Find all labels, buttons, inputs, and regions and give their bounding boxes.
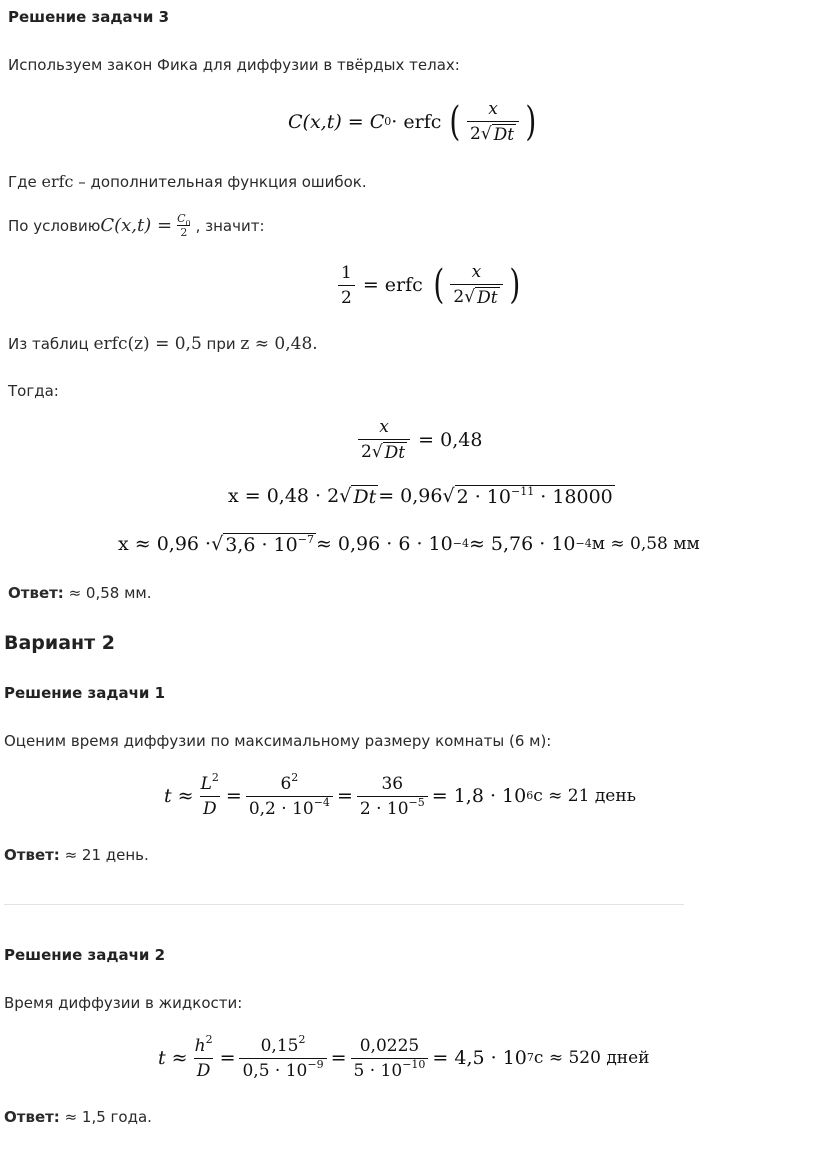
half-erfc: = erfc <box>362 274 423 296</box>
room-t: t ≈ <box>164 785 194 807</box>
where-fn: erfc <box>41 172 74 191</box>
room-frac2: $\frac{6^2}{0,2 \cdot 10^{-4}}$ <box>246 774 333 819</box>
intro-fick: Используем закон Фика для диффузии в твёрдых телах: <box>8 56 460 74</box>
table-pre: Из таблиц <box>8 335 94 353</box>
where-post: – дополнительная функция ошибок. <box>73 173 367 191</box>
table-text <box>8 334 318 354</box>
answer-task3 <box>8 584 151 602</box>
table-math: erfc(z) = 0,5 <box>93 334 202 354</box>
den-coef: 2 <box>470 124 481 144</box>
equation-liquid: t ≈ $\frac{h^2}{D}$ = $\frac{0,15^2}{0,5 \cdot 10^{-9}}$ = $\frac{0,0225}{5 \cdot 10^{-10}}$ = 4,5 · 10 7 с ≈ 520 дней <box>158 1032 650 1081</box>
answer-task1 <box>4 846 149 864</box>
equation-fick: C(x,t) = C 0 · erfc ( x 2 √ Dt ) <box>288 99 537 145</box>
intro-room: Оценим время диффузии по максимальному размеру комнаты (6 м): <box>4 732 552 750</box>
room-eq1: = <box>225 785 242 807</box>
liquid-rhs: = 4,5 · 10 <box>432 1047 527 1069</box>
inner-den: 2 √ Dt <box>450 284 502 308</box>
answer-task2 <box>4 1108 152 1126</box>
divider <box>4 904 684 905</box>
condition-text <box>8 212 265 239</box>
section-title-task1: Решение задачи 1 <box>4 684 166 702</box>
right-paren: ) <box>508 262 520 308</box>
section-title-task2: Решение задачи 2 <box>4 946 166 964</box>
table-mid: при <box>201 335 241 353</box>
liquid-frac1: $\frac{h^2}{D}$ <box>194 1032 213 1081</box>
table-math2: z ≈ 0,48. <box>240 334 318 354</box>
radicand: Dt <box>493 125 515 145</box>
answer-value: ≈ 0,58 мм. <box>63 584 152 602</box>
room-frac3: $\frac{36}{2 \cdot 10^{-5}}$ <box>357 774 428 819</box>
cond-fraction <box>174 212 194 239</box>
fraction <box>467 99 519 145</box>
cond-post: , значит: <box>195 216 265 235</box>
sqrt: √ Dt <box>480 124 515 145</box>
half-inner-fraction <box>450 262 502 308</box>
equation-room: t ≈ $\frac{L^2}{D}$ = $\frac{6^2}{0,2 \cdot 10^{-4}}$ = $\frac{36}{2 \cdot 10^{-5}}$ = 1,8 · 10 6 с ≈ 21 день <box>164 770 636 819</box>
x2-sqrt: √ $3,6 \cdot 10^{-7}$ <box>211 532 314 556</box>
answer-label: Ответ: <box>4 846 60 864</box>
x1-sqrt1: √ Dt <box>339 484 377 508</box>
answer-value: ≈ 1,5 года. <box>59 1108 152 1126</box>
left-paren: ( <box>433 262 445 308</box>
room-rhs-post: с ≈ 21 день <box>533 786 636 806</box>
x1-sqrt2: √ $2 \cdot 10^{-11} \cdot 18000$ <box>442 484 613 508</box>
half-den: 2 <box>338 285 355 308</box>
where-pre: Где <box>8 173 42 191</box>
cond-frac-den: 2 <box>177 225 190 239</box>
equation-half <box>334 258 522 312</box>
ratio-den: 2 √ Dt <box>358 439 410 463</box>
liquid-eq2: = <box>330 1047 347 1069</box>
liquid-eq1: = <box>219 1047 236 1069</box>
fraction-numerator: x <box>488 99 498 119</box>
then-text: Тогда: <box>8 382 59 400</box>
ratio-rhs: = 0,48 <box>418 429 483 451</box>
room-eq2: = <box>336 785 353 807</box>
half-num: 1 <box>341 262 352 283</box>
half-fraction <box>338 263 355 308</box>
answer-label: Ответ: <box>4 1108 60 1126</box>
left-paren: ( <box>449 99 461 145</box>
x2-b: ≈ 0,96 · 6 · 10 <box>315 533 453 555</box>
equation-x2: x ≈ 0,96 · √ $3,6 \cdot 10^{-7}$ ≈ 0,96 · 6 · 10 −4 ≈ 5,76 · 10 −4 м ≈ 0,58 мм <box>118 532 700 556</box>
equation-ratio <box>354 414 482 466</box>
liquid-frac3: $\frac{0,0225}{5 \cdot 10^{-10}}$ <box>351 1036 429 1081</box>
inner-num: x <box>471 262 482 282</box>
equation-x1 <box>228 482 615 510</box>
eq-fick-lhs: C(x,t) = C <box>288 111 385 133</box>
section-title-task3: Решение задачи 3 <box>8 8 170 26</box>
ratio-num: x <box>379 417 389 437</box>
liquid-rhs-post: с ≈ 520 дней <box>533 1048 650 1068</box>
ratio-fraction <box>358 417 410 463</box>
room-frac1: $\frac{L^2}{D}$ <box>200 770 219 819</box>
liquid-frac2: $\frac{0,15^2}{0,5 \cdot 10^{-9}}$ <box>239 1036 326 1081</box>
x2-a: x ≈ 0,96 · <box>118 533 212 555</box>
where-text <box>8 172 367 191</box>
variant-title: Вариант 2 <box>4 632 116 654</box>
cond-math: C(x,t) = <box>100 215 173 236</box>
eq-fick-erfc: · erfc <box>391 111 442 133</box>
fraction-denominator <box>467 121 519 145</box>
x2-c: ≈ 5,76 · 10 <box>468 533 576 555</box>
room-rhs: = 1,8 · 10 <box>431 785 527 807</box>
x1-a: x = 0,48 · 2 <box>228 485 340 507</box>
cond-frac-num: $C_0$ <box>177 212 191 228</box>
answer-value: ≈ 21 день. <box>59 846 149 864</box>
x2-d: м ≈ 0,58 мм <box>591 534 700 554</box>
right-paren: ) <box>525 99 537 145</box>
cond-pre: По условию <box>8 216 101 235</box>
intro-liquid: Время диффузии в жидкости: <box>4 994 243 1012</box>
answer-label: Ответ: <box>8 584 64 602</box>
x1-b: = 0,96 <box>378 485 443 507</box>
liquid-t: t ≈ <box>158 1047 188 1069</box>
